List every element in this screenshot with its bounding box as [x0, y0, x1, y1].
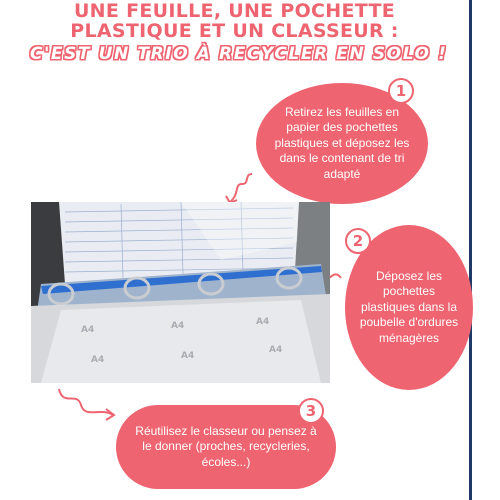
step-3-text: Réutilisez le classeur ou pensez à le donner (proches, recycleries, écoles...): [135, 423, 317, 469]
svg-text:A4: A4: [81, 325, 95, 335]
step-2-text: Déposez les pochettes plastiques dans la poubelle d'ordures ménagères: [359, 268, 459, 345]
svg-text:A4: A4: [181, 351, 195, 361]
svg-text:A4: A4: [269, 345, 283, 355]
step-3-number-badge: 3: [298, 398, 324, 424]
curly-arrow-icon: [55, 385, 119, 425]
page-subtitle: C'EST UN TRIO À RECYCLER EN SOLO !: [30, 44, 448, 64]
svg-text:A4: A4: [256, 317, 270, 327]
page-title-line-2: PLASTIQUE ET UN CLASSEUR :: [70, 20, 399, 42]
step-1-text: Retirez les feuilles en papier des pochettes plastiques et déposez les dans le contenant de tri adapté: [274, 104, 410, 181]
step-2-number-badge: 2: [345, 228, 371, 254]
svg-text:A4: A4: [91, 355, 105, 365]
svg-text:A4: A4: [171, 321, 185, 331]
step-1-number-badge: 1: [388, 78, 414, 104]
page-title-line-1: UNE FEUILLE, UNE POCHETTE: [73, 0, 396, 22]
right-border-line: [469, 0, 472, 500]
ring-binder-photo: [31, 202, 330, 383]
